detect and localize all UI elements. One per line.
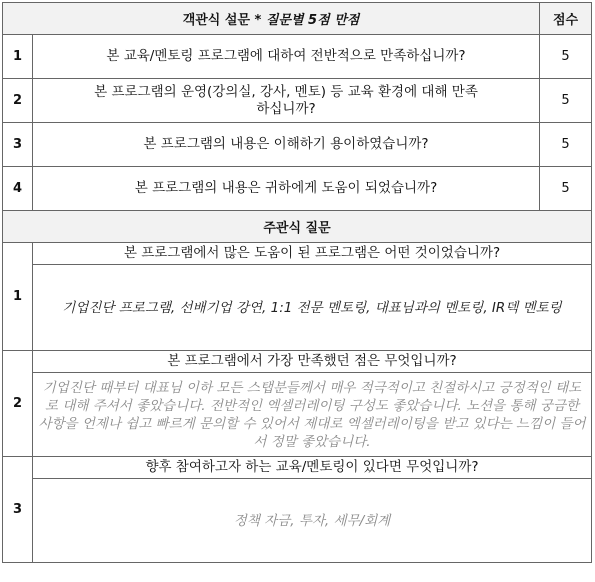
subjective-answer: 기업진단 때부터 대표님 이하 모든 스탭분들께서 매우 적극적이고 친절하시고 긍정적인 태도로 대해 주셔서 좋았습니다. 전반적인 엑셀러레이팅 구성도 좋았습니다. 노션을 통해 궁금한 사항을 언제나 쉽고 빠르게 문의할 수 있어서 제대로 엑셀러레이팅을 받고 있다는 느낌이 들어서 정말 좋았습니다. bbox=[33, 373, 592, 457]
question-number: 1 bbox=[3, 35, 33, 79]
objective-header bbox=[3, 3, 540, 35]
score-value: 5 bbox=[540, 123, 592, 167]
subjective-question-row bbox=[3, 457, 592, 479]
objective-question: 본 프로그램의 내용은 이해하기 용이하였습니까? bbox=[33, 123, 540, 167]
subjective-answer-row bbox=[3, 373, 592, 457]
subjective-header-row bbox=[3, 211, 592, 243]
subjective-header: 주관식 질문 bbox=[3, 211, 592, 243]
subjective-question: 향후 참여하고자 하는 교육/멘토링이 있다면 무엇입니까? bbox=[33, 457, 592, 479]
question-number: 4 bbox=[3, 167, 33, 211]
question-number: 3 bbox=[3, 457, 33, 563]
subjective-question: 본 프로그램에서 많은 도움이 된 프로그램은 어떤 것이었습니까? bbox=[33, 243, 592, 265]
score-header: 점수 bbox=[540, 3, 592, 35]
objective-question: 본 프로그램의 내용은 귀하에게 도움이 되었습니까? bbox=[33, 167, 540, 211]
objective-question: 본 프로그램의 운영(강의실, 강사, 멘토) 등 교육 환경에 대해 만족하십니까? bbox=[33, 79, 540, 123]
subjective-question-row bbox=[3, 351, 592, 373]
objective-row bbox=[3, 79, 592, 123]
question-number: 2 bbox=[3, 79, 33, 123]
objective-row bbox=[3, 35, 592, 79]
score-value: 5 bbox=[540, 167, 592, 211]
objective-header-row bbox=[3, 3, 592, 35]
question-number: 2 bbox=[3, 351, 33, 457]
subjective-question-row bbox=[3, 243, 592, 265]
objective-header-title: 객관식 설문 * bbox=[182, 13, 266, 28]
subjective-answer: 기업진단 프로그램, 선배기업 강연, 1:1 전문 멘토링, 대표님과의 멘토링, IR덱 멘토링 bbox=[33, 265, 592, 351]
survey-table bbox=[2, 2, 592, 563]
score-value: 5 bbox=[540, 35, 592, 79]
subjective-answer: 정책 자금, 투자, 세무/회계 bbox=[33, 479, 592, 563]
objective-row bbox=[3, 167, 592, 211]
objective-question: 본 교육/멘토링 프로그램에 대하여 전반적으로 만족하십니까? bbox=[33, 35, 540, 79]
objective-header-scale: 질문별 5점 만점 bbox=[265, 13, 360, 28]
subjective-answer-row bbox=[3, 479, 592, 563]
question-number: 3 bbox=[3, 123, 33, 167]
subjective-answer-row bbox=[3, 265, 592, 351]
objective-row bbox=[3, 123, 592, 167]
question-number: 1 bbox=[3, 243, 33, 351]
score-value: 5 bbox=[540, 79, 592, 123]
subjective-question: 본 프로그램에서 가장 만족했던 점은 무엇입니까? bbox=[33, 351, 592, 373]
